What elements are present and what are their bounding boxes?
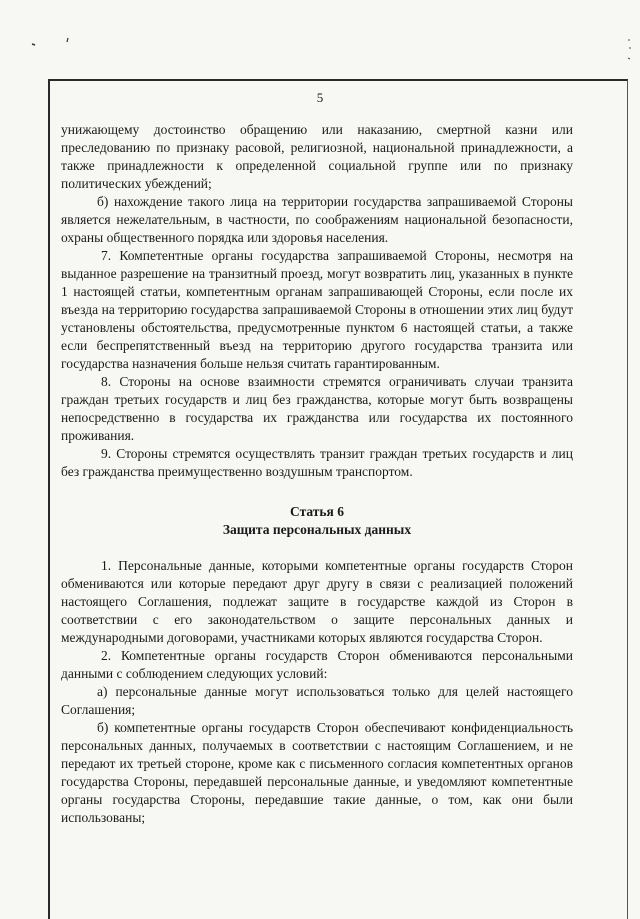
paragraph-continuation: унижающему достоинство обращению или наказанию, смертной казни или преследованию по признаку расовой, религиозной, национальной принадлежности, а также принадлежности к определенной социальной группе или по признаку политических убеждений; [61, 122, 573, 191]
article-title: Защита персональных данных [222, 522, 412, 537]
scan-artifacts [0, 0, 640, 80]
paragraph-b: б) нахождение такого лица на территории государства запрашиваемой Стороны является нежелательным, в частности, по соображениям национальной безопасности, охраны общественного порядка или здоровья населения. [61, 194, 573, 245]
paragraph-art6-b: б) компетентные органы государств Сторон обеспечивают конфиденциальность персональных данных, получаемых в соответствии с настоящим Соглашением, и не передают их третьей стороне, кроме как с письменного согласия компетентных органов государства Стороны, передавшей персональные данные, и уведомляют компетентные органы государства Стороны, передавшие такие данные, о том, как они были использованы; [61, 720, 573, 825]
paragraph-art6-1: 1. Персональные данные, которыми компетентные органы государств Сторон обмениваются или которые передают друг другу в связи с реализацией положений настоящего Соглашения, подлежат защите в государстве каждой из Сторон в соответствии с его законодательством о защите персональных данных и международными договорами, участниками которых являются государства Сторон. [61, 558, 573, 645]
page-number: 5 [316, 90, 324, 105]
paragraph-8: 8. Стороны на основе взаимности стремятся ограничивать случаи транзита граждан третьих государств и лиц без гражданства, которые могут быть возвращены непосредственно в государства их гражданства или государства их постоянного проживания. [61, 374, 573, 443]
paragraph-9: 9. Стороны стремятся осуществлять транзит граждан третьих государств и лиц без гражданства преимущественно воздушным транспортом. [61, 446, 573, 479]
article-number: Статья 6 [290, 504, 344, 519]
paragraph-art6-a: а) персональные данные могут использоваться только для целей настоящего Соглашения; [61, 684, 573, 717]
paragraph-7: 7. Компетентные органы государства запрашиваемой Стороны, несмотря на выданное разрешение на транзитный проезд, могут возвратить лиц, указанных в пункте 1 настоящей статьи, компетентным органам запрашивающей Стороны, если после их въезда на территорию государства запрашиваемой Стороны в отношении этих лиц будут установлены обстоятельства, предусмотренные пунктом 6 настоящей статьи, а также если беспрепятственный въезд на территорию другого государства транзита или государства назначения больше нельзя считать гарантированным. [61, 248, 573, 371]
document-body [61, 121, 573, 827]
paragraph-art6-2: 2. Компетентные органы государств Сторон обмениваются персональными данными с соблюдением следующих условий: [61, 648, 573, 681]
